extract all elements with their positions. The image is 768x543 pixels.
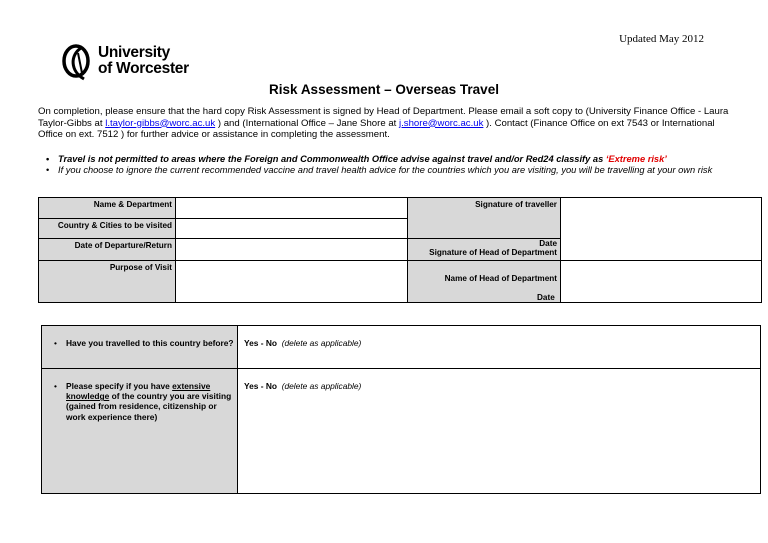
- email-link-international[interactable]: j.shore@worc.ac.uk: [399, 117, 484, 129]
- date-label-2: Date: [537, 293, 555, 302]
- rule-2-text: If you choose to ignore the current recommended vaccine and travel health advice for the countries which you are visiting, you will be travelling at your own risk: [58, 165, 713, 176]
- country-cities-field[interactable]: [176, 219, 408, 239]
- dates-label: Date of Departure/Return: [39, 239, 176, 261]
- question-2: [42, 381, 237, 422]
- answer-1-cell[interactable]: [238, 326, 761, 369]
- question-2-text-b: of the country you are visiting (gained from residence, citizenship or work experience there): [66, 391, 232, 422]
- signature-traveller-field[interactable]: [561, 198, 762, 261]
- date-sign-head-label: [408, 239, 561, 261]
- question-2-text-a: Please specify if you have: [66, 381, 173, 391]
- intro-text-3: ). Contact (Finance Office on ext 7543 or International Office on ext. 7512 ) for further advice or assistance in completing the assessment.: [38, 117, 715, 141]
- intro-paragraph: [38, 106, 738, 141]
- yes-no-option-2[interactable]: Yes - No: [244, 381, 278, 391]
- bullet-icon: •: [54, 338, 57, 348]
- purpose-label: Purpose of Visit: [39, 261, 176, 303]
- delete-note-1: (delete as applicable): [281, 338, 362, 348]
- traveller-details-table: [38, 197, 762, 303]
- question-1-text: Have you travelled to this country before?: [66, 338, 234, 348]
- page-title: Risk Assessment – Overseas Travel: [269, 82, 499, 97]
- country-cities-label: Country & Cities to be visited: [39, 219, 176, 239]
- name-dept-label: Name & Department: [39, 198, 176, 219]
- purpose-field[interactable]: [176, 261, 408, 303]
- intro-text-1: On completion, please ensure that the hard copy Risk Assessment is signed by Head of Department. Please email a soft copy to (University Finance Office - Laura Taylor-Gibbs at: [38, 106, 729, 129]
- question-2-cell: [42, 369, 238, 494]
- name-head-label: Name of Head of Department: [408, 261, 561, 303]
- delete-note-2: (delete as applicable): [281, 381, 362, 391]
- rule-bullet-1: [38, 154, 738, 165]
- university-logo-icon: [62, 43, 92, 83]
- question-1: [42, 338, 237, 348]
- date-label-1: Date: [539, 239, 557, 248]
- question-2-text-underlined: extensive knowledge: [66, 381, 211, 402]
- bullet-icon: •: [46, 165, 50, 176]
- rule-bullet-2: [38, 165, 738, 176]
- name-dept-field[interactable]: [176, 198, 408, 219]
- intro-text-2: ) and (International Office – Jane Shore at: [215, 117, 399, 129]
- yes-no-option-1[interactable]: Yes - No: [244, 338, 278, 348]
- university-logo: [62, 43, 202, 85]
- extreme-risk-label: ‘Extreme risk’: [605, 154, 667, 164]
- travel-rules-list: [38, 154, 738, 177]
- questions-table: [41, 325, 761, 494]
- answer-2-cell[interactable]: [238, 369, 761, 494]
- logo-line-2: of Worcester: [98, 60, 189, 77]
- bullet-icon: •: [54, 381, 57, 391]
- signature-traveller-label: Signature of traveller: [408, 198, 561, 239]
- question-1-cell: [42, 326, 238, 369]
- rule-1-text: Travel is not permitted to areas where the Foreign and Commonwealth Office advise against travel and/or Red24 classify as: [58, 154, 606, 164]
- name-head-field[interactable]: [561, 261, 762, 303]
- dates-field[interactable]: [176, 239, 408, 261]
- email-link-finance[interactable]: l.taylor-gibbs@worc.ac.uk: [105, 117, 216, 129]
- signature-head-label: Signature of Head of Department: [429, 248, 557, 257]
- logo-line-1: University: [98, 44, 170, 61]
- updated-date: Updated May 2012: [619, 33, 704, 45]
- bullet-icon: •: [46, 154, 50, 164]
